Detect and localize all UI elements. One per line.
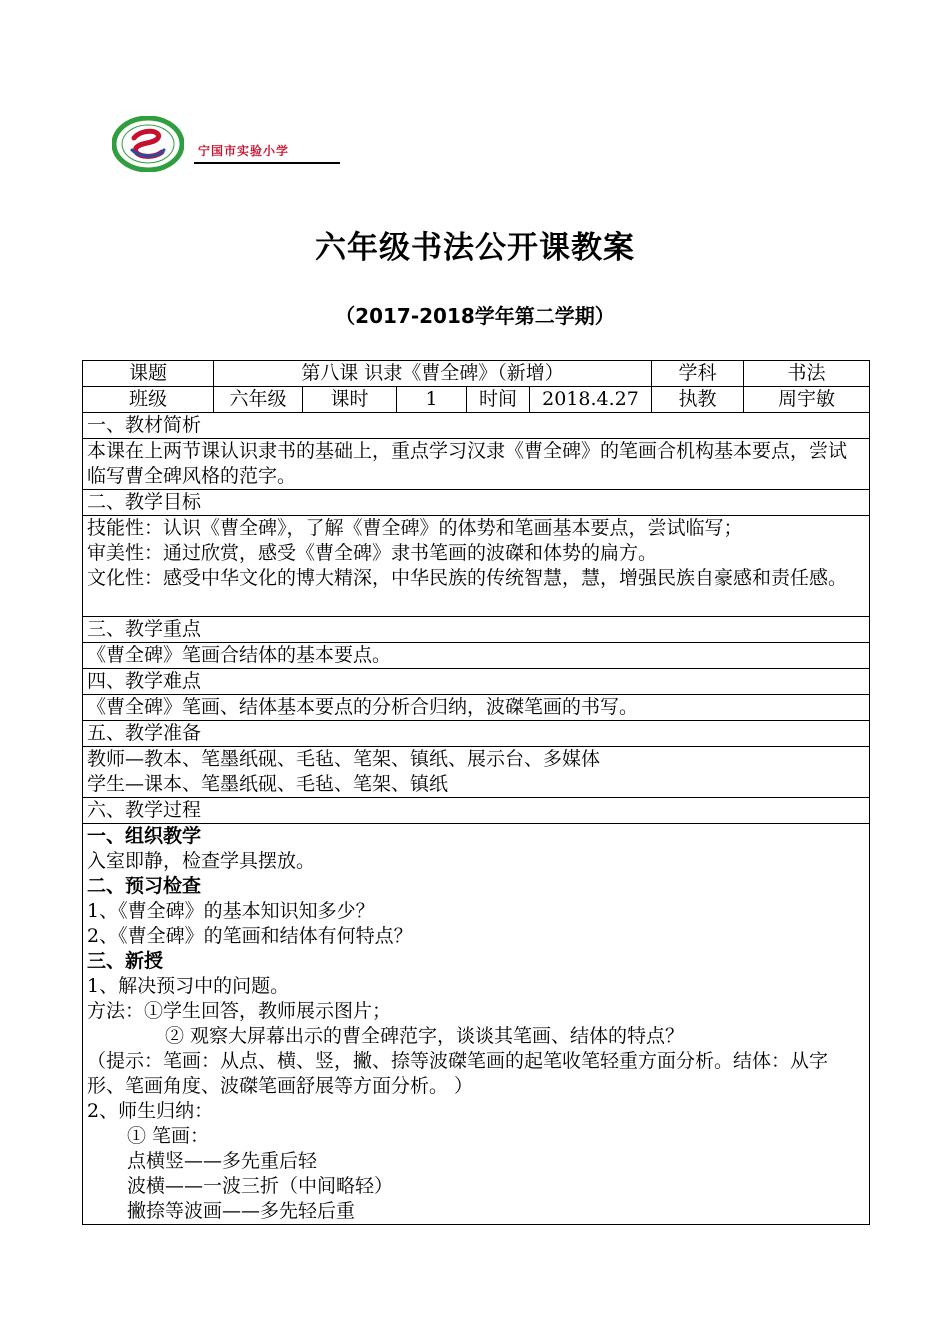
logo-underline (194, 162, 340, 164)
section-body-analysis: 本课在上两节课认识隶书的基础上，重点学习汉隶《曹全碑》的笔画合机构基本要点，尝试临写曹全碑风格的范字。 (87, 440, 848, 487)
process-line: 波横——一波三折（中间略轻） (127, 1175, 394, 1197)
school-emblem-icon (112, 116, 184, 172)
section-body-difficulties: 《曹全碑》笔画、结体基本要点的分析合归纳，波磔笔画的书写。 (83, 695, 870, 721)
page-title: 六年级书法公开课教案 (315, 230, 635, 266)
prep-student: 学生—课本、笔墨纸砚、毛毡、笔架、镇纸 (87, 773, 449, 795)
process-line: 1、解决预习中的问题。 (87, 975, 290, 997)
section-title-goals: 二、教学目标 (83, 490, 870, 516)
school-name: 宁国市实验小学 (198, 144, 290, 158)
section-title-key-points: 三、教学重点 (83, 617, 870, 643)
process-line: 点横竖——多先重后轻 (127, 1150, 318, 1172)
subject-value: 书法 (744, 361, 870, 387)
teacher-label: 执教 (652, 387, 744, 413)
subject-label: 学科 (652, 361, 744, 387)
section-title-preparation: 五、教学准备 (83, 721, 870, 747)
time-value: 2018.4.27 (530, 387, 652, 413)
topic-label: 课题 (83, 361, 214, 387)
process-heading-preview: 二、预习检查 (87, 875, 202, 897)
process-line: 2、《曹全碑》的笔画和结体有何特点？ (87, 925, 413, 947)
process-line: 2、师生归纳： (87, 1100, 214, 1122)
time-label: 时间 (467, 387, 530, 413)
period-label: 课时 (303, 387, 397, 413)
page-subtitle: （2017-2018学年第二学期） (335, 304, 615, 328)
goal-culture: 文化性：感受中华文化的博大精深，中华民族的传统智慧，慧，增强民族自豪感和责任感。 (87, 567, 848, 589)
section-title-process: 六、教学过程 (83, 798, 870, 824)
section-title-analysis: 一、教材简析 (83, 413, 870, 439)
period-value: 1 (397, 387, 467, 413)
process-hint: （提示：笔画：从点、横、竖，撇、捺等波磔笔画的起笔收笔轻重方面分析。结体：从字形、笔画角度、波磔笔画舒展等方面分析。 ） (87, 1050, 829, 1097)
process-line: 1、《曹全碑》的基本知识知多少？ (87, 900, 375, 922)
section-body-key-points: 《曹全碑》笔画合结体的基本要点。 (83, 643, 870, 669)
prep-teacher: 教师—教本、笔墨纸砚、毛毡、笔架、镇纸、展示台、多媒体 (87, 748, 601, 770)
school-logo (112, 112, 342, 172)
process-line: ① 笔画： (127, 1125, 210, 1147)
class-label: 班级 (83, 387, 214, 413)
teacher-value: 周宇敏 (744, 387, 870, 413)
topic-value: 第八课 识隶《曹全碑》（新增） (214, 361, 652, 387)
process-heading-new: 三、新授 (87, 950, 164, 972)
process-line: ② 观察大屏幕出示的曹全碑范字，谈谈其笔画、结体的特点？ (165, 1025, 685, 1047)
info-row-class (83, 387, 870, 413)
class-value: 六年级 (214, 387, 303, 413)
process-line: 撇捺等波画——多先轻后重 (127, 1200, 356, 1222)
info-row-topic (83, 361, 870, 387)
goal-aesthetic: 审美性：通过欣赏，感受《曹全碑》隶书笔画的波磔和体势的扁方。 (87, 542, 658, 564)
process-heading-organize: 一、组织教学 (87, 825, 202, 847)
lesson-plan-table (82, 360, 870, 1225)
section-title-difficulties: 四、教学难点 (83, 669, 870, 695)
process-line: 方法：①学生回答，教师展示图片； (87, 1000, 392, 1022)
goal-skill: 技能性：认识《曹全碑》，了解《曹全碑》的体势和笔画基本要点，尝试临写； (87, 517, 743, 539)
process-line: 入室即静，检查学具摆放。 (87, 850, 316, 872)
